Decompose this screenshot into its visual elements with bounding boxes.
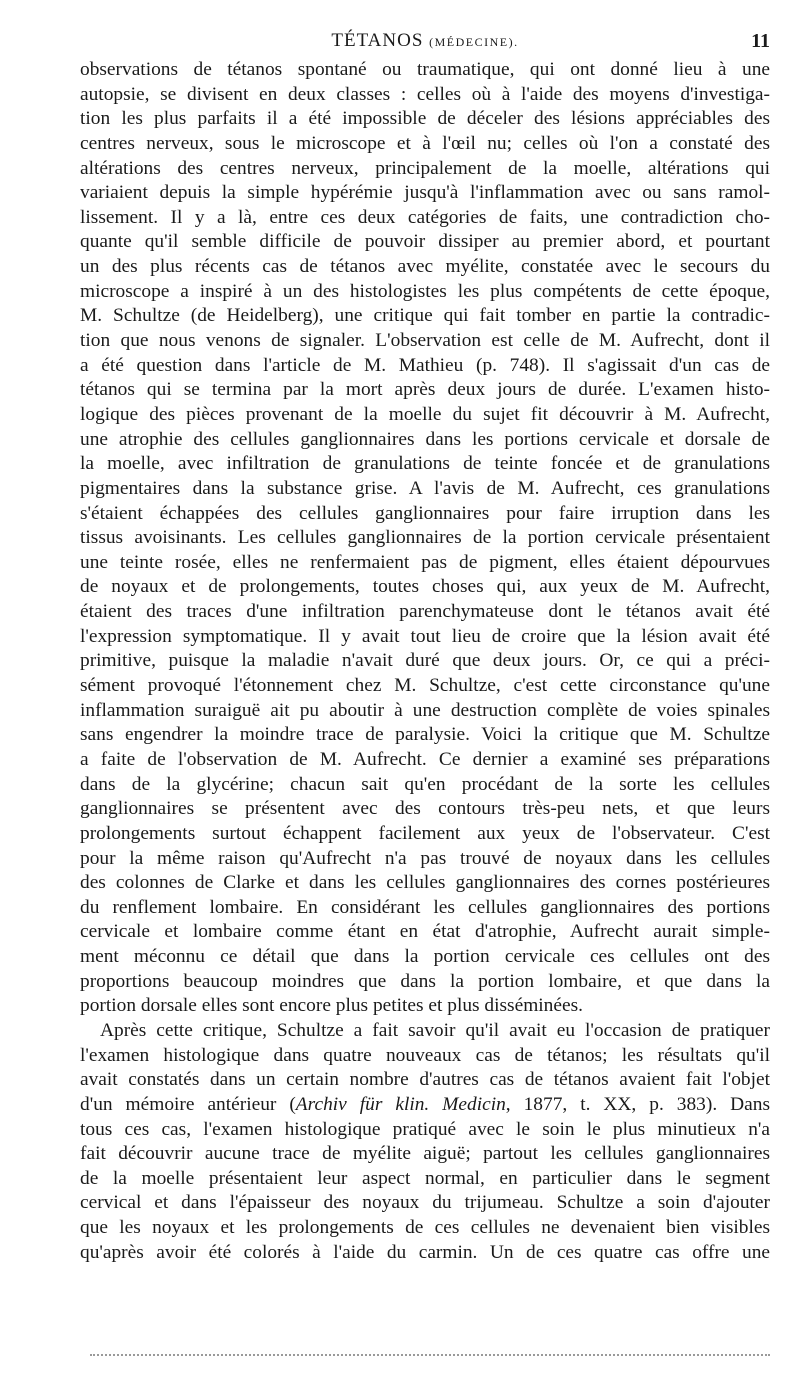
text-line: que les noyaux et les prolongements de ces cellules ne devenaient bien visibles [80, 1217, 770, 1239]
text-line: ganglionnaires se présentent avec des contours très-peu nets, et que leurs [80, 798, 770, 820]
text-line: un des plus récents cas de tétanos avec myélite, constatée avec le secours du [80, 256, 770, 278]
text-line: de noyaux et de prolongements, toutes choses qui, aux yeux de M. Aufrecht, [80, 576, 770, 598]
text-line: tétanos qui se termina par la mort après deux jours de durée. L'examen histo- [80, 379, 770, 401]
text-line: de la moelle présentaient leur aspect normal, en particulier dans le segment [80, 1167, 770, 1189]
text-line: altérations des centres nerveux, principalement de la moelle, altérations qui [80, 157, 770, 179]
page-number: 11 [751, 30, 770, 52]
text-line: pour la même raison qu'Aufrecht n'a pas trouvé de noyaux dans les cellules [80, 847, 770, 869]
running-head [80, 30, 770, 56]
text-line: sans engendrer la moindre trace de paralysie. Voici la critique que M. Schultze [80, 724, 770, 746]
text-line: quante qu'il semble difficile de pouvoir dissiper au premier abord, et pourtant [80, 231, 770, 253]
footer-dotted-rule [90, 1354, 770, 1356]
text-line: tion les plus parfaits il a été impossible de déceler des lésions appréciables des [80, 108, 770, 130]
running-title [80, 30, 770, 52]
text-line: prolongements surtout échappent facilement aux yeux de l'observateur. C'est [80, 822, 770, 844]
running-title-main: TÉTANOS [331, 30, 424, 51]
text-line: tion que nous venons de signaler. L'observation est celle de M. Aufrecht, dont il [80, 330, 770, 352]
text-line: Après cette critique, Schultze a fait savoir qu'il avait eu l'occasion de pratiquer [100, 1019, 770, 1041]
text-line: microscope a inspiré à un des histologistes les plus compétents de cette époque, [80, 280, 770, 302]
text-line: autopsie, se divisent en deux classes : celles où à l'aide des moyens d'investiga- [80, 83, 770, 105]
text-line: étaient des traces d'une infiltration parenchymateuse dont le tétanos avait été [80, 601, 770, 623]
text-line: M. Schultze (de Heidelberg), une critique qui fait tomber en partie la contradic- [80, 305, 770, 327]
text-line: qu'après avoir été colorés à l'aide du carmin. Un de ces quatre cas offre une [80, 1241, 770, 1263]
text-line: tissus avoisinants. Les cellules ganglionnaires de la portion cervicale présentaient [80, 527, 770, 549]
running-title-section: (MÉDECINE). [429, 35, 519, 49]
text-line: sément provoqué l'étonnement chez M. Schultze, c'est cette circonstance qu'une [80, 675, 770, 697]
text-line: ment méconnu ce détail que dans la portion cervicale ces cellules ont des [80, 946, 770, 968]
text-line: variaient depuis la simple hypérémie jusqu'à l'inflammation avec ou sans ramol- [80, 182, 770, 204]
text-line: la moelle, avec infiltration de granulations de teinte foncée et de granulations [80, 453, 770, 475]
text-line: lissement. Il y a là, entre ces deux catégories de faits, une contradiction cho- [80, 206, 770, 228]
text-line: pigmentaires dans la substance grise. A l'avis de M. Aufrecht, ces granulations [80, 477, 770, 499]
body-text [80, 58, 770, 1265]
text-line: observations de tétanos spontané ou traumatique, qui ont donné lieu à une [80, 59, 770, 80]
text-line: centres nerveux, sous le microscope et à l'œil nu; celles où l'on a constaté des [80, 132, 770, 154]
text-line: portion dorsale elles sont encore plus petites et plus disséminées. [80, 995, 583, 1017]
paragraph-1 [80, 58, 770, 1019]
citation-journal-title: Archiv für klin. Medicin [295, 1093, 506, 1115]
citation-line [80, 1093, 770, 1118]
citation-lead: d'un mémoire antérieur ( [80, 1093, 296, 1115]
text-line: s'étaient échappées des cellules ganglionnaires pour faire irruption dans les [80, 502, 770, 524]
paragraph-2 [80, 1019, 770, 1265]
text-line: primitive, puisque la maladie n'avait duré que deux jours. Or, ce qui a préci- [80, 650, 770, 672]
text-line: inflammation suraiguë ait pu aboutir à une destruction complète de voies spinales [80, 699, 770, 721]
text-line: dans de la glycérine; chacun sait qu'en procédant de la sorte les cellules [80, 773, 770, 795]
text-line: proportions beaucoup moindres que dans la portion lombaire, et que dans la [80, 970, 770, 992]
citation-details: , 1877, t. XX, p. 383). Dans [505, 1093, 770, 1115]
text-line: cervicale et lombaire comme étant en état d'atrophie, Aufrecht aurait simple- [80, 921, 770, 943]
text-line: l'examen histologique dans quatre nouveaux cas de tétanos; les résultats qu'il [80, 1044, 770, 1066]
text-line: a été question dans l'article de M. Mathieu (p. 748). Il s'agissait d'un cas de [80, 354, 770, 376]
text-line: logique des pièces provenant de la moelle du sujet fit découvrir à M. Aufrecht, [80, 403, 770, 425]
text-line: avait constatés dans un certain nombre d'autres cas de tétanos avaient fait l'objet [80, 1069, 770, 1091]
text-line: cervical et dans l'épaisseur des noyaux du trijumeau. Schultze a soin d'ajouter [80, 1192, 770, 1214]
text-line: l'expression symptomatique. Il y avait tout lieu de croire que la lésion avait été [80, 625, 770, 647]
text-line: a faite de l'observation de M. Aufrecht. Ce dernier a examiné ses préparations [80, 748, 770, 770]
text-line: du renflement lombaire. En considérant les cellules ganglionnaires des portions [80, 896, 770, 918]
text-line: une atrophie des cellules ganglionnaires dans les portions cervicale et dorsale de [80, 428, 770, 450]
text-line: fait découvrir aucune trace de myélite aiguë; partout les cellules ganglionnaires [80, 1143, 770, 1165]
text-line: une teinte rosée, elles ne renfermaient pas de pigment, elles étaient dépourvues [80, 551, 770, 573]
text-line: des colonnes de Clarke et dans les cellules ganglionnaires des cornes postérieures [80, 872, 770, 894]
text-line: tous ces cas, l'examen histologique pratiqué avec le soin le plus minutieux n'a [80, 1118, 770, 1140]
